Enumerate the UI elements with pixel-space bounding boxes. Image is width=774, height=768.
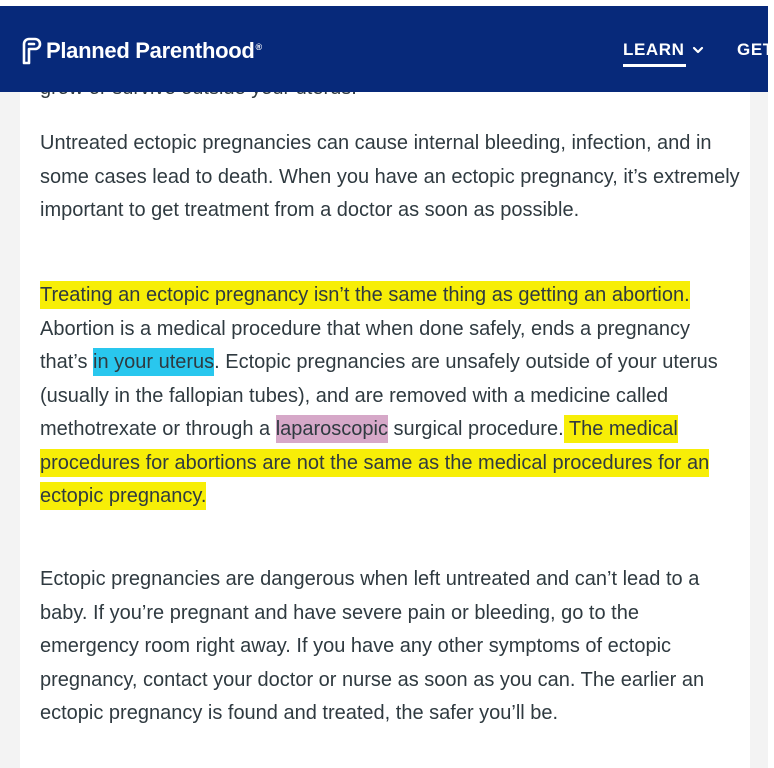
highlight-pink-laparoscopic: laparoscopic (276, 415, 388, 443)
highlight-blue-in-your-uterus: in your uterus (93, 348, 214, 376)
paragraph-treatment-vs-abortion (40, 279, 740, 514)
highlight-yellow-treating: Treating an ectopic pregnancy isn’t the same thing as getting an abortion. (40, 281, 690, 309)
text-surgical-procedure: surgical procedure. (388, 418, 564, 440)
paragraph-emergency-advice: Ectopic pregnancies are dangerous when left untreated and can’t lead to a baby. If you’re pregnant and have severe pain or bleeding, go to the emergency room right away. If you have any other symptoms of ectopic pregnancy, contact your doctor or nurse as soon as you can. The earlier an ectopic pregnancy is found and treated, the safer you’ll be. (40, 568, 705, 724)
chevron-down-icon (692, 44, 704, 56)
logo-text: Planned Parenthood (46, 38, 255, 63)
paragraph-untreated-risks: Untreated ectopic pregnancies can cause internal bleeding, infection, and in some cases lead to death. When you have an ectopic pregnancy, it’s extremely important to get treatment from a doctor as soon as possible. (40, 132, 740, 221)
site-logo[interactable] (20, 36, 262, 66)
nav-learn-menu[interactable] (623, 40, 704, 60)
highlight-yellow-procedures-differ: The medical procedures for abortions are not the same as the medical procedures for an ectopic pregnancy. (40, 415, 709, 510)
nav-get-menu[interactable]: GET (737, 40, 774, 59)
logo-wordmark (46, 38, 262, 64)
text-ectopic-removal: . Ectopic pregnancies are unsafely outside of your uterus (usually in the fallopian tubes), and are removed with a medicine called methotrexate or through a (40, 351, 718, 440)
site-header (0, 6, 774, 92)
planned-parenthood-logo-icon (20, 37, 40, 65)
logo-registered-mark: ® (255, 41, 262, 52)
text-abortion-definition: Abortion is a medical procedure that when done safely, ends a pregnancy that’s (40, 317, 691, 373)
nav-learn-label: LEARN (623, 40, 685, 59)
nav-learn-active-underline (623, 64, 686, 67)
